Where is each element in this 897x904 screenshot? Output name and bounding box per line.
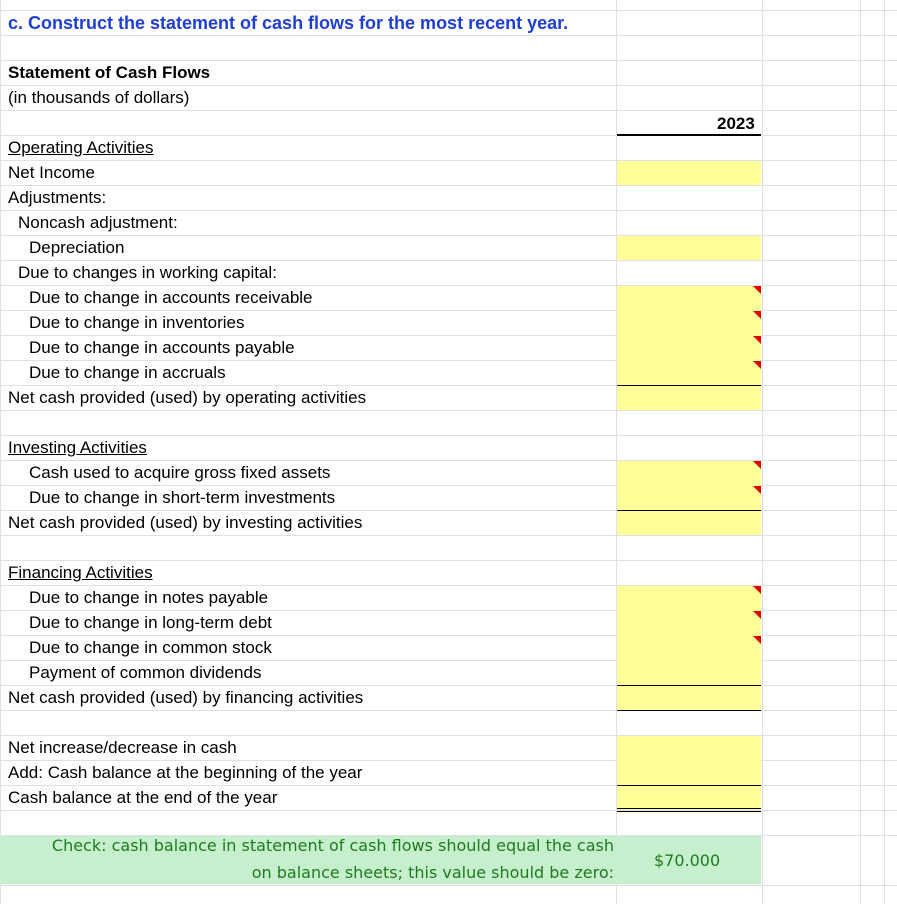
- comment-marker-icon[interactable]: [753, 461, 761, 469]
- beginning-cash-label: Add: Cash balance at the beginning of the year: [8, 763, 363, 782]
- comment-marker-icon[interactable]: [753, 586, 761, 594]
- financing-cells[interactable]: [617, 586, 761, 685]
- check-text-line2: on balance sheets; this value should be zero:: [251, 863, 614, 882]
- ap-label: Due to change in accounts payable: [29, 338, 295, 357]
- working-capital-cells[interactable]: [617, 286, 761, 385]
- check-text-line1: Check: cash balance in statement of cash flows should equal the cash: [51, 836, 614, 855]
- common-stock-label: Due to change in common stock: [29, 638, 272, 657]
- comment-marker-icon[interactable]: [753, 486, 761, 494]
- year-header-underline: [617, 134, 761, 136]
- financing-net-label: Net cash provided (used) by financing activities: [8, 688, 364, 707]
- comment-marker-icon[interactable]: [753, 361, 761, 369]
- ending-cash-label: Cash balance at the end of the year: [8, 788, 278, 807]
- net-increase-label: Net increase/decrease in cash: [8, 738, 237, 757]
- statement-title: Statement of Cash Flows: [8, 63, 211, 82]
- investing-net-cell[interactable]: [617, 511, 761, 535]
- adjustments-label: Adjustments:: [8, 188, 107, 207]
- comment-marker-icon[interactable]: [753, 336, 761, 344]
- question-title: c. Construct the statement of cash flows for the most recent year.: [8, 13, 569, 33]
- accruals-label: Due to change in accruals: [29, 363, 226, 382]
- comment-marker-icon[interactable]: [753, 311, 761, 319]
- comment-marker-icon[interactable]: [753, 636, 761, 644]
- statement-subtitle: (in thousands of dollars): [8, 88, 190, 107]
- summary-cells[interactable]: [617, 736, 761, 810]
- operating-net-label: Net cash provided (used) by operating activities: [8, 388, 367, 407]
- net-income-cell[interactable]: [617, 161, 761, 185]
- ar-label: Due to change in accounts receivable: [29, 288, 313, 307]
- double-underline-top: [617, 808, 761, 809]
- investing-cells[interactable]: [617, 461, 761, 510]
- investing-heading: Investing Activities: [8, 438, 147, 457]
- operating-heading: Operating Activities: [8, 138, 154, 157]
- investing-net-label: Net cash provided (used) by investing activities: [8, 513, 363, 532]
- sum-line: [617, 710, 761, 711]
- financing-net-cell[interactable]: [617, 686, 761, 710]
- financing-heading: Financing Activities: [8, 563, 153, 582]
- year-header: 2023: [717, 114, 755, 133]
- comment-marker-icon[interactable]: [753, 611, 761, 619]
- fixed-assets-label: Cash used to acquire gross fixed assets: [29, 463, 331, 482]
- short-term-investments-label: Due to change in short-term investments: [29, 488, 336, 507]
- depreciation-cell[interactable]: [617, 236, 761, 260]
- net-income-label: Net Income: [8, 163, 95, 182]
- double-underline-bottom: [617, 811, 761, 812]
- operating-net-cell[interactable]: [617, 386, 761, 410]
- working-capital-label: Due to changes in working capital:: [18, 263, 277, 282]
- notes-payable-label: Due to change in notes payable: [29, 588, 269, 607]
- inventories-label: Due to change in inventories: [29, 313, 245, 332]
- check-value[interactable]: $70.000: [654, 851, 721, 870]
- comment-marker-icon[interactable]: [753, 286, 761, 294]
- sum-line: [617, 785, 761, 786]
- noncash-label: Noncash adjustment:: [18, 213, 178, 232]
- dividends-label: Payment of common dividends: [29, 663, 262, 682]
- long-term-debt-label: Due to change in long-term debt: [29, 613, 272, 632]
- depreciation-label: Depreciation: [29, 238, 125, 257]
